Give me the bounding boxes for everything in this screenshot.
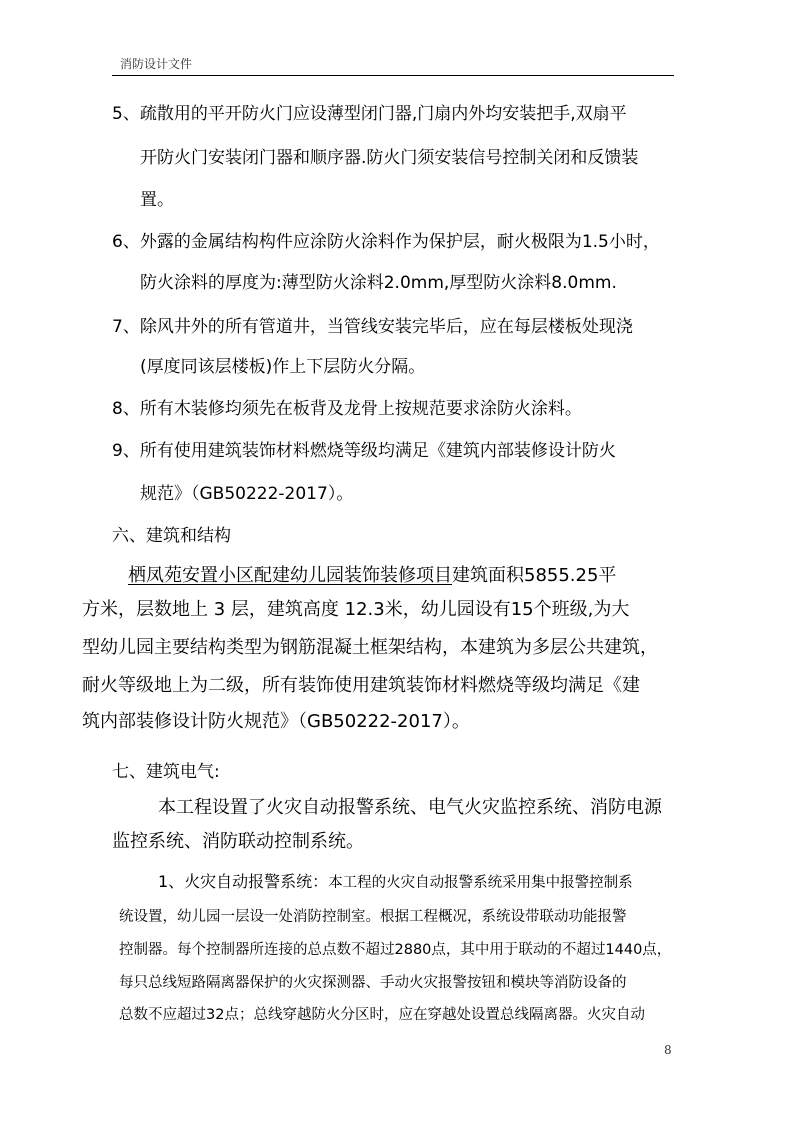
section-7-intro-line-2: 监控系统、消防联动控制系统。 xyxy=(112,831,364,852)
alarm-line-3: 控制器。每个控制器所连接的总点数不超过2880点，其中用于联动的不超过1440点， xyxy=(119,942,672,958)
section-6-heading: 六、建筑和结构 xyxy=(112,526,231,546)
section-6-line-1-rest: 建筑面积5855.25平 xyxy=(452,565,617,586)
item-9-line-1: 9、所有使用建筑装饰材料燃烧等级均满足《建筑内部装修设计防火 xyxy=(112,441,616,461)
item-5-line-1: 5、疏散用的平开防火门应设薄型闭门器,门扇内外均安装把手,双扇平 xyxy=(112,104,627,124)
section-7-intro-line-1: 本工程设置了火灾自动报警系统、电气火灾监控系统、消防电源 xyxy=(158,797,662,818)
item-8-line-1: 8、所有木装修均须先在板背及龙骨上按规范要求涂防火涂料。 xyxy=(112,399,582,419)
alarm-line-4: 每只总线短路隔离器保护的火灾探测器、手动火灾报警按钮和模块等消防设备的 xyxy=(119,975,627,991)
alarm-line-1 xyxy=(158,872,633,893)
item-6-line-1: 6、外露的金属结构构件应涂防火涂料作为保护层，耐火极限为1.5小时， xyxy=(112,232,660,252)
page-number: 8 xyxy=(664,1043,672,1057)
section-6-line-3: 型幼儿园主要结构类型为钢筋混凝土框架结构，本建筑为多层公共建筑， xyxy=(82,637,658,658)
section-7-heading: 七、建筑电气: xyxy=(112,762,220,782)
alarm-line-2: 统设置，幼儿园一层设一处消防控制室。根据工程概况，系统设带联动功能报警 xyxy=(119,909,627,925)
alarm-line-1-rest: 本工程的火灾自动报警系统采用集中报警控制系 xyxy=(328,875,633,891)
item-5-line-3: 置。 xyxy=(140,190,174,210)
header-title: 消防设计文件 xyxy=(120,57,193,71)
item-7-line-2: (厚度同该层楼板)作上下层防火分隔。 xyxy=(140,357,426,377)
item-7-line-1: 7、除风井外的所有管道井，当管线安装完毕后，应在每层楼板处现浇 xyxy=(112,317,633,337)
section-6-line-2: 方米，层数地上 3 层，建筑高度 12.3米，幼儿园设有15个班级,为大 xyxy=(82,599,630,620)
section-6-line-5: 筑内部装修设计防火规范》（GB50222-2017）。 xyxy=(82,711,470,732)
item-6-line-2: 防火涂料的厚度为:薄型防火涂料2.0mm,厚型防火涂料8.0mm. xyxy=(140,273,617,293)
alarm-line-5: 总数不应超过32点；总线穿越防火分区时，应在穿越处设置总线隔离器。火灾自动 xyxy=(119,1007,645,1023)
section-6-line-4: 耐火等级地上为二级，所有装饰使用建筑装饰材料燃烧等级均满足《建 xyxy=(82,675,640,696)
item-9-line-2: 规范》（GB50222-2017）。 xyxy=(140,484,354,504)
section-6-line-1 xyxy=(128,566,616,586)
project-name: 栖凤苑安置小区配建幼儿园装饰装修项目 xyxy=(128,565,452,586)
alarm-title: 1、火灾自动报警系统： xyxy=(158,872,329,891)
item-5-line-2: 开防火门安装闭门器和顺序器.防火门须安装信号控制关闭和反馈装 xyxy=(140,148,639,168)
page-header xyxy=(112,55,674,76)
